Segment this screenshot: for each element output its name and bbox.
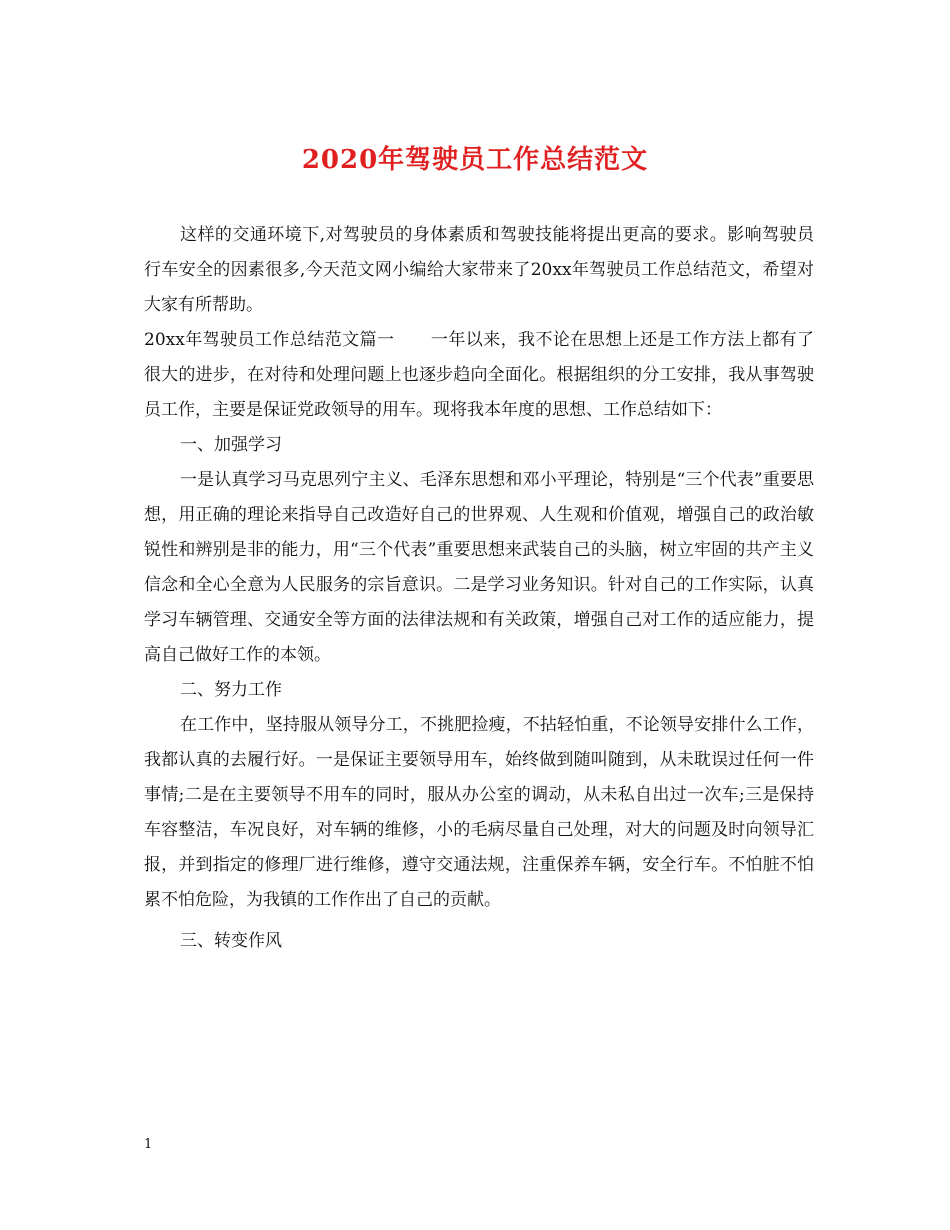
document-body [144,218,814,959]
section-heading-study: 一、加强学习 [180,435,282,455]
study-paragraph: 一是认真学习马克思列宁主义、毛泽东思想和邓小平理论，特别是“三个代表”重要思想，用正确的理论来指导自己改造好自己的世界观、人生观和价值观，增强自己的政治敏锐性和辨别是非的能力，用“三个代表”重要思想来武装自己的头脑，树立牢固的共产主义信念和全心全意为人民服务的宗旨意识。二是学习业务知识。针对自己的工作实际，认真学习车辆管理、交通安全等方面的法律法规和有关政策，增强自己对工作的适应能力，提高自己做好工作的本领。 [144,470,814,665]
intro-paragraph: 这样的交通环境下,对驾驶员的身体素质和驾驶技能将提出更高的要求。影响驾驶员行车安全的因素很多,今天范文网小编给大家带来了20xx年驾驶员工作总结范文，希望对大家有所帮助。 [144,225,814,315]
section-heading-work: 二、努力工作 [180,680,282,700]
section-one-paragraph [144,323,814,428]
page-number: 1 [144,1137,153,1152]
article-subtitle: 20xx年驾驶员工作总结范文篇一 [144,330,395,350]
document-title: 2020年驾驶员工作总结范文 [301,145,649,175]
article-opening-text: 一年以来，我不论在思想上还是工作方法上都有了很大的进步，在对待和处理问题上也逐步趋向全面化。根据组织的分工安排，我从事驾驶员工作，主要是保证党政领导的用车。现将我本年度的思想、工作总结如下： [144,330,814,420]
section-heading-style: 三、转变作风 [180,931,282,951]
work-paragraph: 在工作中，坚持服从领导分工，不挑肥捡瘦，不拈轻怕重，不论领导安排什么工作，我都认真的去履行好。一是保证主要领导用车，始终做到随叫随到，从未耽误过任何一件事情;二是在主要领导不用车的同时，服从办公室的调动，从未私自出过一次车;三是保持车容整洁，车况良好，对车辆的维修，小的毛病尽量自己处理，对大的问题及时向领导汇报，并到指定的修理厂进行维修，遵守交通法规，注重保养车辆，安全行车。不怕脏不怕累不怕危险，为我镇的工作作出了自己的贡献。 [144,715,814,910]
